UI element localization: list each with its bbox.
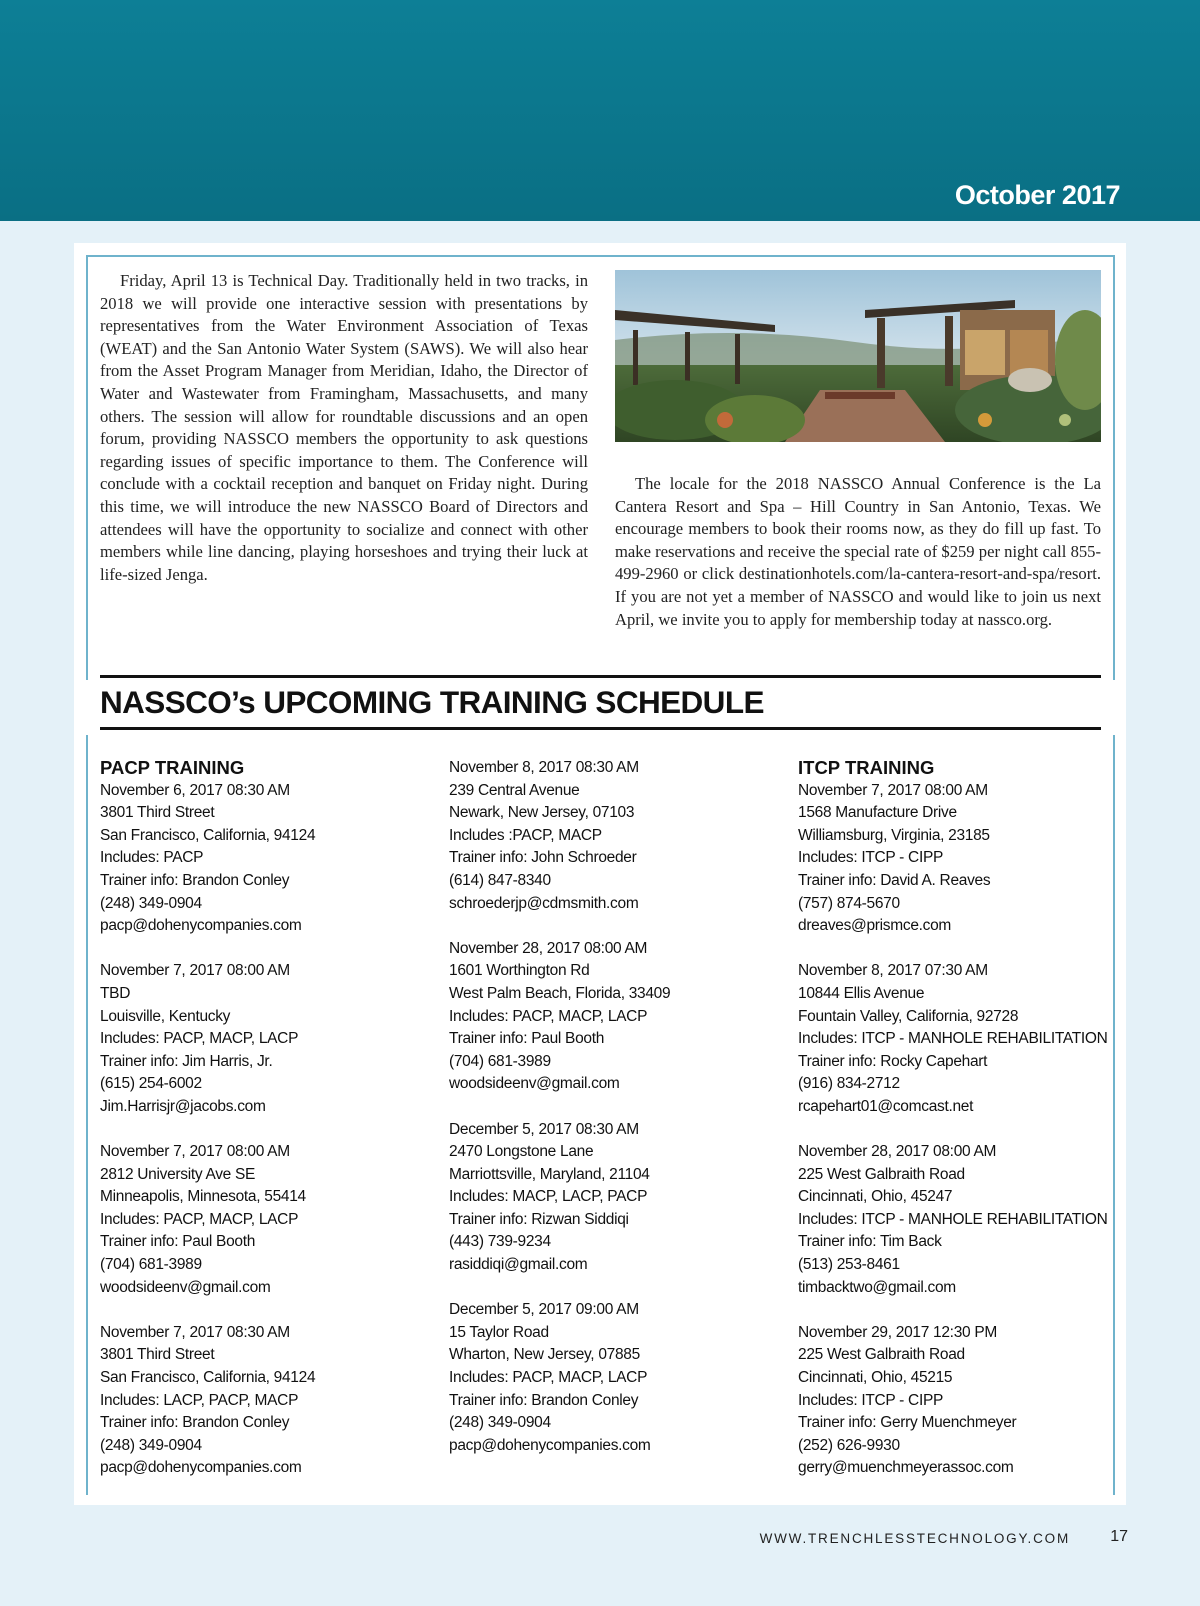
itcp-column (798, 757, 1138, 1503)
entry-includes: Includes: PACP, MACP, LACP (100, 1210, 299, 1228)
entry-phone: (916) 834-2712 (798, 1075, 900, 1093)
entry-email: woodsideenv@gmail.com (100, 1278, 271, 1296)
entry-phone: (248) 349-0904 (100, 1436, 202, 1454)
training-entry (100, 1141, 440, 1299)
entry-phone: (248) 349-0904 (449, 1414, 551, 1432)
entry-date: November 8, 2017 08:30 AM (449, 759, 639, 776)
entry-trainer: Trainer info: Brandon Conley (100, 871, 290, 889)
entry-includes: Includes: ITCP - MANHOLE REHABILITATION (798, 1030, 1108, 1048)
entry-email: schroederjp@cdmsmith.com (449, 894, 639, 912)
entry-trainer: Trainer info: Tim Back (798, 1233, 942, 1251)
training-entry (449, 1299, 789, 1457)
entry-address: 225 West Galbraith Road (798, 1346, 965, 1364)
entry-address: 10844 Ellis Avenue (798, 984, 925, 1002)
training-entry (798, 1322, 1138, 1480)
entry-includes: Includes: PACP (100, 849, 204, 867)
pacp-column-2 (449, 757, 789, 1480)
entry-city: San Francisco, California, 94124 (100, 1369, 316, 1387)
entry-address: 1601 Worthington Rd (449, 962, 590, 980)
entry-email: dreaves@prismce.com (798, 917, 952, 935)
entry-email: timbacktwo@gmail.com (798, 1278, 956, 1296)
entry-phone: (443) 739-9234 (449, 1233, 551, 1251)
entry-city: Cincinnati, Ohio, 45215 (798, 1369, 953, 1387)
issue-date: October 2017 (954, 180, 1120, 210)
entry-address: 225 West Galbraith Road (798, 1165, 965, 1183)
entry-includes: Includes: LACP, PACP, MACP (100, 1391, 299, 1409)
entry-city: West Palm Beach, Florida, 33409 (449, 984, 671, 1002)
entry-address: TBD (100, 984, 131, 1002)
section-rule-bottom (100, 727, 1101, 730)
entry-phone: (615) 254-6002 (100, 1075, 202, 1093)
frame-left-line (86, 255, 88, 680)
footer-url: WWW.TRENCHLESSTECHNOLOGY.COM (759, 1531, 1070, 1546)
entry-city: Newark, New Jersey, 07103 (449, 804, 635, 822)
entry-trainer: Trainer info: David A. Reaves (798, 871, 991, 889)
entry-city: San Francisco, California, 94124 (100, 826, 316, 844)
entry-email: pacp@dohenycompanies.com (449, 1436, 651, 1454)
entry-city: Louisville, Kentucky (100, 1007, 231, 1025)
pacp-training-heading: PACP TRAINING (100, 757, 245, 778)
entry-date: November 29, 2017 12:30 PM (798, 1323, 997, 1341)
entry-includes: Includes: PACP, MACP, LACP (100, 1030, 299, 1048)
training-entry (798, 960, 1138, 1118)
entry-email: gerry@muenchmeyerassoc.com (798, 1459, 1014, 1477)
schedule-title: NASSCO’s UPCOMING TRAINING SCHEDULE (100, 684, 764, 720)
entry-phone: (252) 626-9930 (798, 1436, 900, 1454)
entry-city: Marriottsville, Maryland, 21104 (449, 1165, 650, 1183)
itcp-training-heading: ITCP TRAINING (798, 757, 935, 778)
entry-date: December 5, 2017 08:30 AM (449, 1120, 639, 1138)
entry-date: November 7, 2017 08:00 AM (100, 1143, 290, 1161)
entry-address: 1568 Manufacture Drive (798, 804, 957, 822)
entry-includes: Includes: ITCP - CIPP (798, 849, 944, 867)
entry-date: November 7, 2017 08:30 AM (100, 1323, 290, 1341)
entry-city: Wharton, New Jersey, 07885 (449, 1346, 640, 1364)
entry-email: pacp@dohenycompanies.com (100, 917, 302, 935)
entry-date: December 5, 2017 09:00 AM (449, 1301, 639, 1319)
training-entry (449, 757, 789, 915)
resort-photo (615, 270, 1101, 442)
conference-locale-paragraph: The locale for the 2018 NASSCO Annual Conference is the La Cantera Resort and Spa – Hill Country in San Antonio, Texas. We encourage members to book their rooms now, as they do fill up fast. To make reservations and receive the special rate of $259 per night call 855-499-2960 or click destinationhotels.com/la-cantera-resort-and-spa/resort. If you are not yet a member of NASSCO and would like to join us next April, we invite you to apply for membership today at nassco.org. (615, 474, 1101, 629)
entry-address: 3801 Third Street (100, 1346, 215, 1364)
entry-trainer: Trainer info: Rocky Capehart (798, 1052, 988, 1070)
entry-address: 2470 Longstone Lane (449, 1143, 594, 1161)
entry-date: November 28, 2017 08:00 AM (798, 1143, 997, 1161)
entry-date: November 7, 2017 08:00 AM (100, 962, 290, 980)
technical-day-paragraph: Friday, April 13 is Technical Day. Traditionally held in two tracks, in 2018 we will provide one interactive session with presentations by representatives from the Water Environment Association of Texas (WEAT) and the San Antonio Water System (SAWS). We will also hear from the Asset Program Manager from Meridian, Idaho, the Director of Water and Wastewater from Framingham, Massachusetts, and many others. The session will allow for roundtable discussions and an open forum, providing NASSCO members the opportunity to ask questions regarding issues of specific importance to them. The Conference will conclude with a cocktail reception and banquet on Friday night. During this time, we will introduce the new NASSCO Board of Directors and attendees will have the opportunity to socialize and connect with other members while line dancing, playing horseshoes and trying their luck at life-sized Jenga. (100, 271, 588, 584)
entry-includes: Includes: ITCP - CIPP (798, 1391, 944, 1409)
training-entry (449, 1119, 789, 1277)
entry-city: Fountain Valley, California, 92728 (798, 1007, 1019, 1025)
entry-date: November 7, 2017 08:00 AM (798, 781, 988, 799)
entry-trainer: Trainer info: Paul Booth (449, 1030, 605, 1048)
entry-city: Cincinnati, Ohio, 45247 (798, 1188, 953, 1206)
entry-email: woodsideenv@gmail.com (449, 1075, 620, 1093)
entry-trainer: Trainer info: Brandon Conley (100, 1414, 290, 1432)
entry-phone: (757) 874-5670 (798, 894, 900, 912)
entry-phone: (704) 681-3989 (449, 1052, 551, 1070)
page-number: 17 (1110, 1528, 1128, 1545)
entry-email: rasiddiqi@gmail.com (449, 1256, 588, 1274)
entry-address: 2812 University Ave SE (100, 1165, 256, 1183)
frame-top-line (86, 255, 1115, 257)
entry-date: November 28, 2017 08:00 AM (449, 939, 648, 957)
entry-includes: Includes: PACP, MACP, LACP (449, 1369, 648, 1387)
entry-city: Minneapolis, Minnesota, 55414 (100, 1188, 306, 1206)
entry-phone: (614) 847-8340 (449, 871, 551, 889)
frame-right-line-top (1113, 255, 1115, 680)
entry-email: rcapehart01@comcast.net (798, 1097, 974, 1115)
entry-address: 15 Taylor Road (449, 1323, 549, 1341)
pacp-column-1 (100, 757, 440, 1503)
entry-trainer: Trainer info: John Schroeder (449, 849, 637, 867)
entry-includes: Includes :PACP, MACP (449, 826, 602, 844)
entry-city: Williamsburg, Virginia, 23185 (798, 826, 990, 844)
entry-email: pacp@dohenycompanies.com (100, 1459, 302, 1477)
entry-includes: Includes: PACP, MACP, LACP (449, 1007, 648, 1025)
entry-phone: (704) 681-3989 (100, 1256, 202, 1274)
entry-trainer: Trainer info: Jim Harris, Jr. (100, 1052, 273, 1070)
training-entry (100, 1322, 440, 1480)
frame-left-line-lower (86, 735, 88, 1495)
training-entry (100, 960, 440, 1118)
entry-phone: (513) 253-8461 (798, 1256, 900, 1274)
intro-right-column (615, 473, 1101, 631)
entry-trainer: Trainer info: Paul Booth (100, 1233, 256, 1251)
entry-address: 3801 Third Street (100, 804, 215, 822)
entry-date: November 6, 2017 08:30 AM (100, 781, 290, 799)
entry-phone: (248) 349-0904 (100, 894, 202, 912)
entry-includes: Includes: MACP, LACP, PACP (449, 1188, 648, 1206)
section-rule-top (100, 675, 1101, 678)
entry-includes: Includes: ITCP - MANHOLE REHABILITATION (798, 1210, 1108, 1228)
entry-address: 239 Central Avenue (449, 781, 580, 799)
training-entry (798, 1141, 1138, 1299)
entry-trainer: Trainer info: Gerry Muenchmeyer (798, 1414, 1017, 1432)
entry-email: Jim.Harrisjr@jacobs.com (100, 1097, 266, 1115)
entry-trainer: Trainer info: Brandon Conley (449, 1391, 639, 1409)
training-entry (449, 938, 789, 1096)
training-entry (100, 780, 440, 938)
entry-trainer: Trainer info: Rizwan Siddiqi (449, 1210, 629, 1228)
training-entry (798, 780, 1138, 938)
intro-left-column (100, 270, 588, 586)
entry-date: November 8, 2017 07:30 AM (798, 962, 988, 980)
